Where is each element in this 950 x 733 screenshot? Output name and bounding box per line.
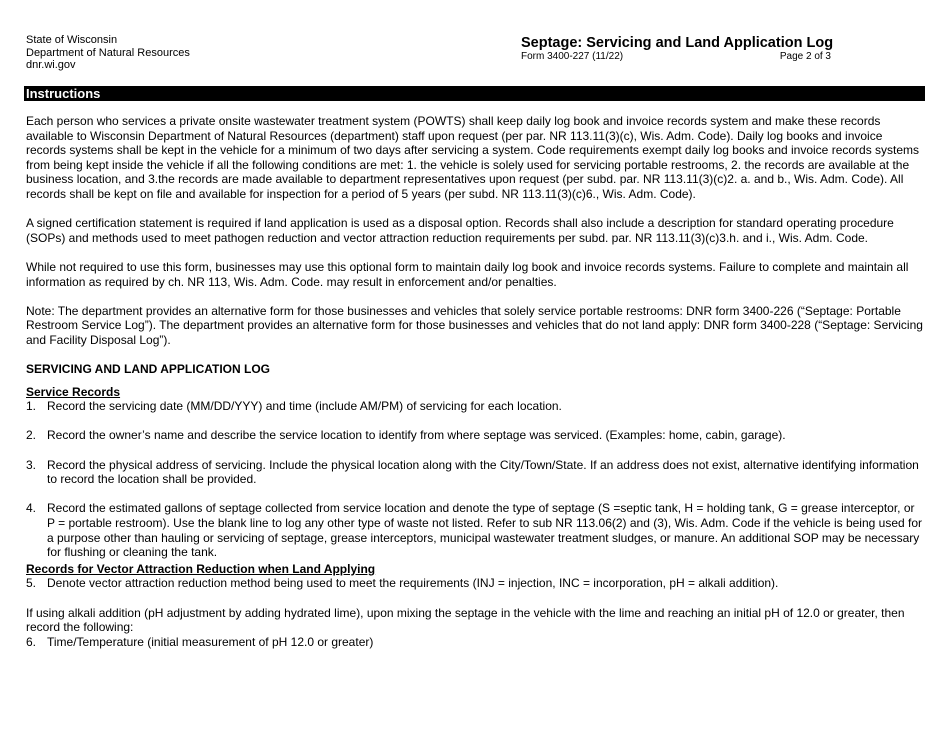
service-records-list bbox=[26, 399, 924, 560]
list-item-number: 1. bbox=[26, 399, 37, 414]
vector-records-heading: Records for Vector Attraction Reduction when Land Applying bbox=[26, 561, 376, 576]
instructions-paragraph: Each person who services a private onsite wastewater treatment system (POWTS) shall keep daily log book and invoice records system and make these records available to Wisconsin Department of Natural Resources (department) staff upon request (per par. NR 113.11(3)(c), Wis. Adm. Code). Daily log books and invoice records systems shall be kept in the vehicle for a minimum of two days after servicing a system. Code requirements exempt daily log books and invoice records systems from being kept inside the vehicle if all the following conditions are met: 1. the vehicle is solely used for servicing portable restrooms, 2. the records are available at the business location, and 3.the records are made available to department representatives upon request (per subd. par. NR 113.11(3)(c)2. a. and b., Wis. Adm. Code). All records shall be kept on file and available for inspection for a period of 5 years (per subd. NR 113.11(3)(c)6., Wis. Adm. Code). bbox=[26, 114, 920, 201]
agency-website: dnr.wi.gov bbox=[26, 59, 76, 71]
form-title: Septage: Servicing and Land Application Log bbox=[521, 35, 834, 51]
list-item-text: Record the physical address of servicing. Include the physical location along with the City/Town/State. If an address does not exist, alternative identifying information to record the location shall be provided. bbox=[47, 457, 919, 487]
list-item-number: 6. bbox=[26, 634, 37, 649]
instructions-header-bar: Instructions bbox=[24, 86, 925, 101]
instructions-paragraph: Note: The department provides an alternative form for those businesses and vehicles that solely service portable restrooms: DNR form 3400-226 (“Septage: Portable Restroom Service Log”). The department provides an alternative form for those businesses and vehicles that do not land apply: DNR form 3400-228 (“Septage: Servicing and Facility Disposal Log”). bbox=[26, 303, 923, 347]
form-number: Form 3400-227 (11/22) bbox=[521, 51, 624, 62]
list-item-text: Denote vector attraction reduction method being used to meet the requirements (INJ = injection, INC = incorporation, pH = alkali addition). bbox=[47, 576, 779, 591]
vector-records-list bbox=[26, 576, 924, 591]
list-item bbox=[26, 428, 924, 443]
alkali-paragraph: If using alkali addition (pH adjustment by adding hydrated lime), upon mixing the septage in the vehicle with the lime and reaching an initial pH of 12.0 or greater, then record the following: bbox=[26, 605, 905, 635]
agency-block bbox=[26, 34, 190, 72]
instructions-content bbox=[26, 114, 924, 649]
list-item-text: Record the owner’s name and describe the service location to identify from where septage was serviced. (Examples: home, cabin, garage). bbox=[47, 428, 786, 443]
instructions-paragraph: While not required to use this form, businesses may use this optional form to maintain daily log book and invoice records systems. Failure to complete and maintain all information as required by ch. NR 113, Wis. Adm. Code. may result in enforcement and/or penalties. bbox=[26, 259, 909, 289]
agency-department: Department of Natural Resources bbox=[26, 46, 190, 59]
list-item bbox=[26, 576, 924, 591]
list-item-text: Record the servicing date (MM/DD/YYY) and time (include AM/PM) of servicing for each location. bbox=[47, 399, 562, 414]
list-item-number: 3. bbox=[26, 457, 37, 472]
list-item-number: 5. bbox=[26, 576, 37, 591]
form-meta bbox=[521, 51, 831, 63]
alkali-list bbox=[26, 635, 924, 650]
list-item-number: 4. bbox=[26, 501, 37, 516]
list-item bbox=[26, 458, 924, 487]
list-item-text: Record the estimated gallons of septage collected from service location and denote the type of septage (S =septic tank, H = holding tank, G = grease interceptor, or P = portable restroom). Use the blank line to log any other type of waste not listed. Refer to sub NR 113.06(2) and (3), Wis. Adm. Code if the vehicle is being used for a purpose other than hauling or servicing of septage, grease interceptors, municipal wastewater treatment sludges, or manure. An additional SOP may be necessary for flushing or cleaning the tank. bbox=[47, 501, 923, 560]
list-item bbox=[26, 501, 924, 559]
form-header bbox=[521, 35, 834, 63]
agency-state: State of Wisconsin bbox=[26, 34, 118, 46]
list-item-text: Time/Temperature (initial measurement of pH 12.0 or greater) bbox=[47, 634, 374, 649]
instructions-paragraph: A signed certification statement is required if land application is used as a disposal option. Records shall also include a description for standard operating procedure (SOPs) and methods used to meet pathogen reduction and vector attraction reduction requirements per subd. par. NR 113.11(3)(c)3.h. and i., Wis. Adm. Code. bbox=[26, 216, 894, 245]
page-indicator: Page 2 of 3 bbox=[779, 51, 831, 62]
service-records-heading: Service Records bbox=[26, 384, 121, 399]
list-item bbox=[26, 399, 924, 414]
list-item bbox=[26, 635, 924, 650]
log-section-heading: SERVICING AND LAND APPLICATION LOG bbox=[26, 362, 271, 377]
list-item-number: 2. bbox=[26, 428, 37, 443]
